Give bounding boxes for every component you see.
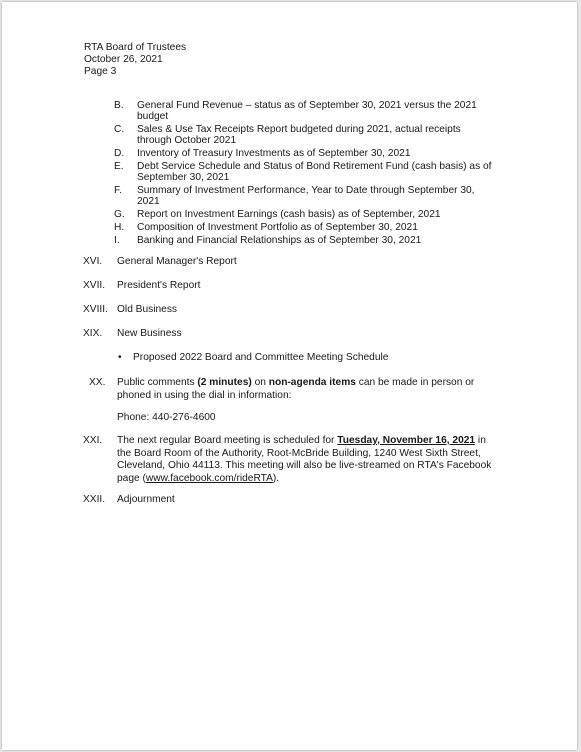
header-org: RTA Board of Trustees	[84, 42, 187, 53]
agenda-text: General Manager's Report	[117, 256, 237, 267]
text-part: can be made in person or phoned in using the dial in information:	[117, 377, 475, 401]
item-letter: C.	[114, 124, 125, 135]
facebook-link[interactable]: www.facebook.com/rideRTA	[145, 472, 273, 484]
agenda-item-xviii	[83, 304, 493, 317]
list-item	[114, 148, 494, 159]
item-text: Debt Service Schedule and Status of Bond Retirement Fund (cash basis) as of September 30, 2021	[137, 161, 492, 183]
agenda-text: President's Report	[117, 280, 201, 291]
agenda-item-xvii	[83, 280, 493, 293]
meeting-date: Tuesday, November 16, 2021	[337, 435, 476, 446]
list-item	[114, 161, 494, 183]
agenda-number: XXII.	[83, 494, 106, 505]
item-text: Banking and Financial Relationships as of September 30, 2021	[137, 235, 422, 246]
agenda-number: XX.	[89, 377, 106, 388]
agenda-text: Adjournment	[117, 494, 175, 505]
list-item	[114, 100, 494, 122]
item-letter: G.	[114, 209, 125, 220]
item-text: Sales & Use Tax Receipts Report budgeted during 2021, actual receipts through October 2021	[137, 124, 461, 146]
item-letter: E.	[114, 161, 124, 172]
item-letter: H.	[114, 222, 125, 233]
bold-text: (2 minutes)	[197, 377, 252, 388]
agenda-text	[117, 435, 493, 485]
item-letter: D.	[114, 148, 125, 159]
financial-reports-list	[114, 100, 494, 248]
agenda-text: Old Business	[117, 304, 178, 315]
item-text: Summary of Investment Performance, Year to Date through September 30, 2021	[137, 185, 475, 207]
bullet-text: Proposed 2022 Board and Committee Meeting Schedule	[133, 352, 389, 363]
list-item	[114, 235, 494, 246]
text-part: Public comments	[117, 377, 198, 388]
text-part: in the Board Room of the Authority, Root-McBride Building, 1240 West Sixth Street, Cleveland, Ohio 44113. This meeting will also be live-streamed on RTA's Facebook page (	[117, 435, 492, 484]
item-text: Report on Investment Earnings (cash basis) as of September, 2021	[137, 209, 441, 220]
agenda-item-xvi	[83, 256, 493, 269]
agenda-item-xix	[83, 328, 493, 341]
item-text: General Fund Revenue – status as of September 30, 2021 versus the 2021 budget	[137, 100, 477, 122]
item-letter: F.	[114, 185, 122, 196]
agenda-number: XVII.	[83, 280, 106, 291]
header-page-number: Page 3	[84, 66, 117, 77]
page-header	[84, 42, 186, 78]
agenda-number: XVIII.	[83, 304, 108, 315]
agenda-number: XVI.	[83, 256, 103, 267]
item-text: Inventory of Treasury Investments as of September 30, 2021	[137, 148, 411, 159]
bold-text: non-agenda items	[268, 377, 356, 388]
new-business-bullet	[118, 352, 388, 363]
list-item	[114, 185, 494, 207]
text-part: on	[251, 377, 269, 388]
item-letter: B.	[114, 100, 124, 111]
list-item	[114, 124, 494, 146]
agenda-item-xxii	[83, 494, 493, 507]
agenda-item-xxi	[83, 435, 493, 485]
text-part: The next regular Board meeting is scheduled for	[117, 435, 338, 446]
document-page	[2, 2, 577, 750]
text-part: ).	[272, 472, 280, 484]
item-text: Composition of Investment Portfolio as of September 30, 2021	[137, 222, 418, 233]
bullet-icon: •	[118, 352, 122, 363]
agenda-text	[117, 377, 499, 402]
header-date: October 26, 2021	[84, 54, 163, 65]
agenda-number: XXI.	[83, 435, 103, 446]
agenda-text: New Business	[117, 328, 182, 339]
agenda-item-xx	[89, 377, 499, 402]
agenda-number: XIX.	[83, 328, 103, 339]
item-letter: I.	[114, 235, 120, 246]
phone-number: Phone: 440-276-4600	[117, 412, 216, 423]
list-item	[114, 222, 494, 233]
list-item	[114, 209, 494, 220]
